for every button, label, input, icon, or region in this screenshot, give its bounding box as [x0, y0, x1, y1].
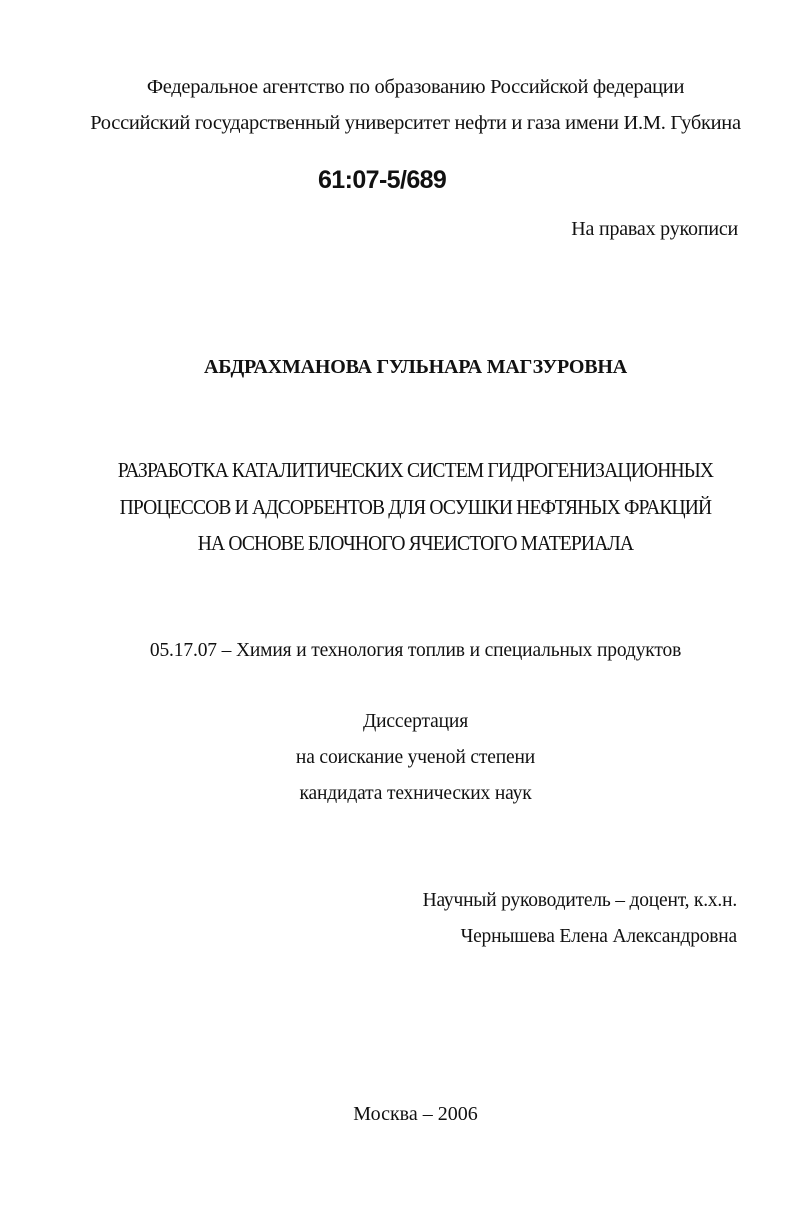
degree-line: кандидата технических наук [299, 783, 532, 804]
specialty-code: 05.17.07 – Химия и технология топлив и специальных продуктов [149, 640, 682, 661]
supervisor-name: Чернышева Елена Александровна [460, 926, 737, 947]
catalog-code: 61:07-5/689 [318, 166, 447, 194]
supervisor-role: Научный руководитель – доцент, к.х.н. [422, 890, 737, 911]
title-line: НА ОСНОВЕ БЛОЧНОГО ЯЧЕИСТОГО МАТЕРИАЛА [197, 531, 634, 555]
city-year: Москва – 2006 [353, 1103, 478, 1125]
manuscript-note: На правах рукописи [571, 218, 738, 240]
title-line: РАЗРАБОТКА КАТАЛИТИЧЕСКИХ СИСТЕМ ГИДРОГЕНИЗАЦИОННЫХ [117, 458, 714, 482]
author-name: АБДРАХМАНОВА ГУЛЬНАРА МАГЗУРОВНА [203, 356, 628, 378]
degree-line: Диссертация [362, 711, 469, 732]
university-name: Российский государственный университет нефти и газа имени И.М. Губкина [90, 112, 741, 134]
degree-line: на соискание ученой степени [295, 747, 536, 768]
agency-name: Федеральное агентство по образованию Российской федерации [146, 76, 685, 98]
title-line: ПРОЦЕССОВ И АДСОРБЕНТОВ ДЛЯ ОСУШКИ НЕФТЯНЫХ ФРАКЦИЙ [119, 495, 712, 519]
